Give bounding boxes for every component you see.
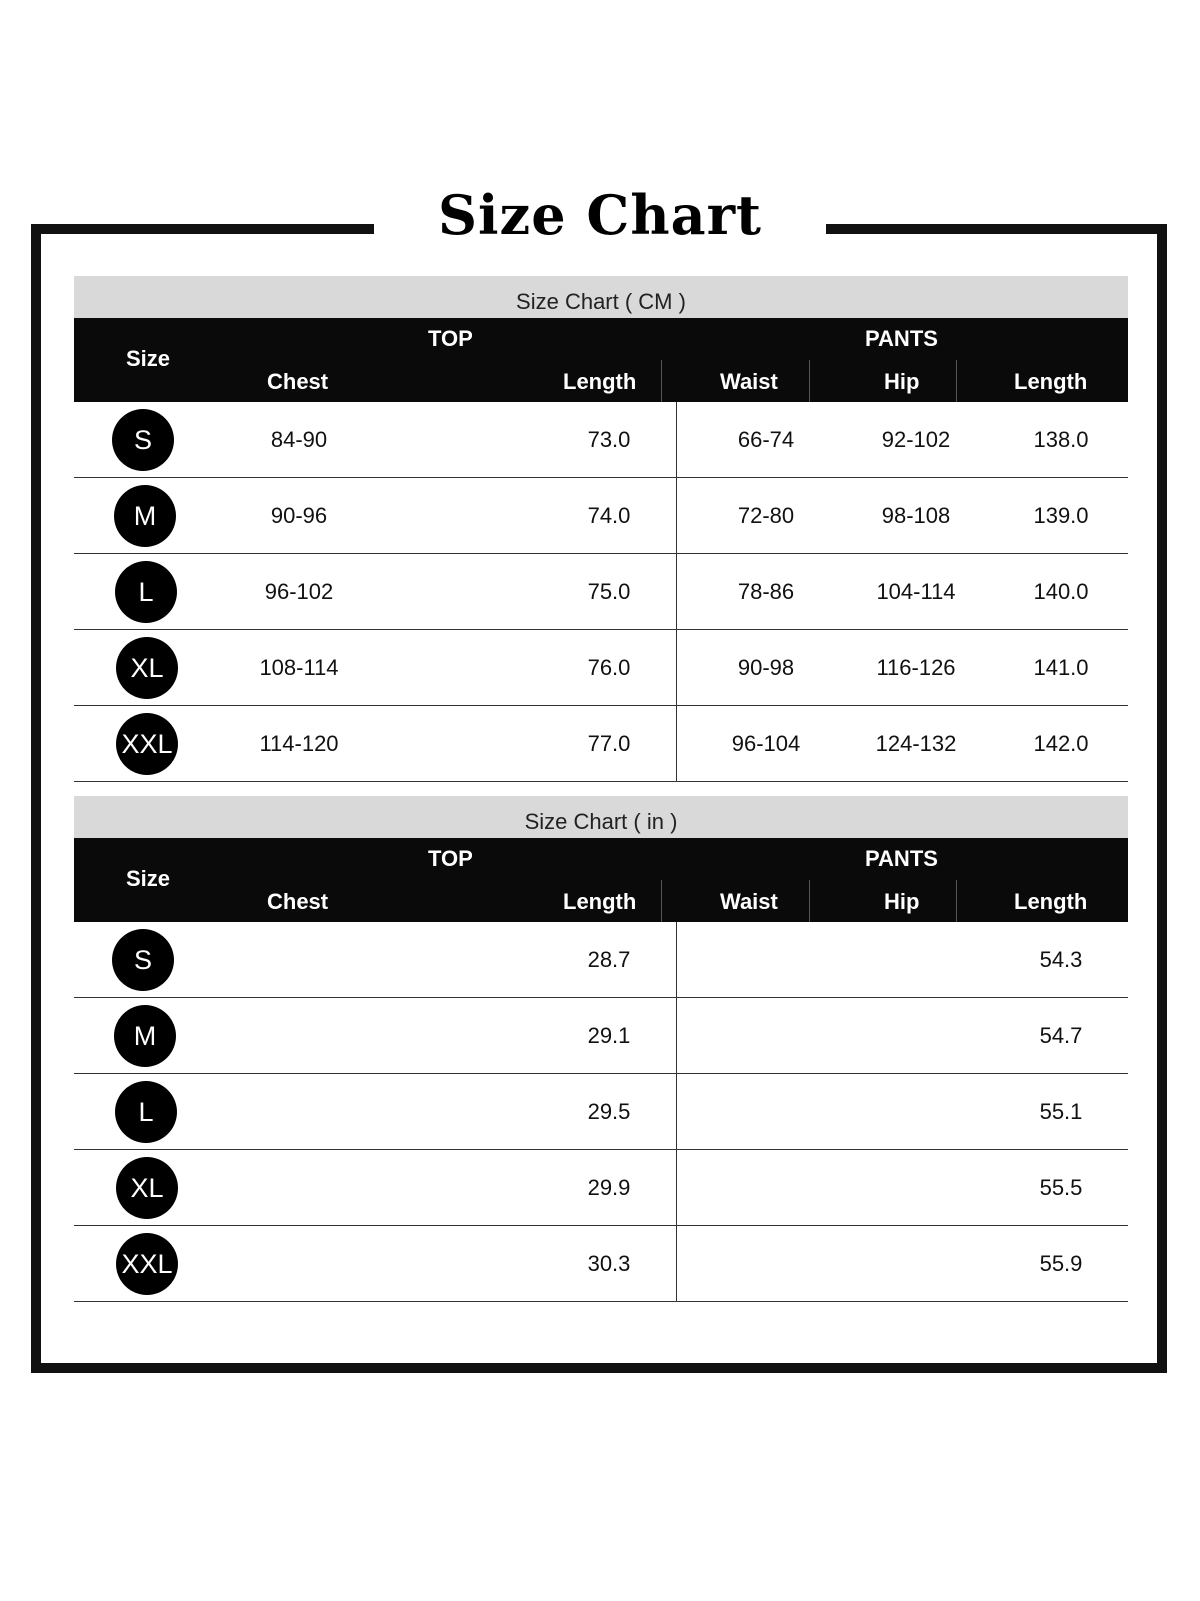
table-row — [74, 630, 1128, 706]
cell-length: 29.1 — [587, 1023, 631, 1048]
header-pants-length: Length — [1014, 889, 1088, 914]
header-hip: Hip — [884, 369, 920, 394]
size-table-inch — [74, 796, 1128, 1302]
header-top: TOP — [428, 846, 473, 871]
header-separator — [809, 360, 810, 402]
table-row — [74, 1074, 1128, 1150]
cell-pants-length: 55.1 — [1039, 1099, 1083, 1124]
cell-chest: 84-90 — [270, 427, 328, 452]
size-badge: L — [115, 561, 177, 623]
table-row — [74, 1226, 1128, 1302]
size-badge: XXL — [116, 713, 178, 775]
cell-length: 29.5 — [587, 1099, 631, 1124]
header-size: Size — [126, 866, 171, 891]
size-badge: XXL — [116, 1233, 178, 1295]
header-separator — [956, 880, 957, 922]
cell-pants-length: 55.9 — [1039, 1251, 1083, 1276]
cell-chest: 96-102 — [264, 579, 334, 604]
header-waist: Waist — [720, 889, 778, 914]
page-title: Size Chart — [438, 183, 762, 247]
table-row — [74, 706, 1128, 782]
table-row — [74, 998, 1128, 1074]
header-top-length: Length — [563, 369, 637, 394]
header-pants-length: Length — [1014, 369, 1088, 394]
header-separator — [661, 360, 662, 402]
cell-length: 28.7 — [587, 947, 631, 972]
header-pants: PANTS — [865, 326, 938, 351]
cell-hip: 98-108 — [881, 503, 951, 528]
cell-waist: 78-86 — [737, 579, 795, 604]
header-top: TOP — [428, 326, 473, 351]
table-row — [74, 554, 1128, 630]
cell-pants-length: 138.0 — [1033, 427, 1089, 452]
cell-pants-length: 55.5 — [1039, 1175, 1083, 1200]
table-caption: Size Chart ( CM ) — [74, 276, 1128, 318]
header-separator — [809, 880, 810, 922]
cell-waist: 96-104 — [731, 731, 801, 756]
cell-hip: 104-114 — [876, 579, 956, 604]
table-row — [74, 922, 1128, 998]
size-badge: S — [112, 409, 174, 471]
header-size: Size — [126, 346, 171, 371]
header-hip: Hip — [884, 889, 920, 914]
cell-pants-length: 139.0 — [1033, 503, 1089, 528]
header-chest: Chest — [267, 369, 329, 394]
cell-length: 30.3 — [587, 1251, 631, 1276]
table-header — [74, 838, 1128, 922]
cell-length: 77.0 — [587, 731, 631, 756]
size-badge: M — [114, 485, 176, 547]
header-pants: PANTS — [865, 846, 938, 871]
header-chest: Chest — [267, 889, 329, 914]
table-row — [74, 478, 1128, 554]
table-row — [74, 402, 1128, 478]
table-row — [74, 1150, 1128, 1226]
cell-pants-length: 141.0 — [1033, 655, 1089, 680]
header-waist: Waist — [720, 369, 778, 394]
size-badge: L — [115, 1081, 177, 1143]
size-badge: S — [112, 929, 174, 991]
size-badge: XL — [116, 1157, 178, 1219]
cell-chest: 114-120 — [259, 731, 339, 756]
cell-hip: 124-132 — [875, 731, 957, 756]
cell-hip: 116-126 — [876, 655, 956, 680]
cell-chest: 90-96 — [270, 503, 328, 528]
cell-length: 74.0 — [587, 503, 631, 528]
header-separator — [661, 880, 662, 922]
header-separator — [956, 360, 957, 402]
table-header — [74, 318, 1128, 402]
cell-waist: 66-74 — [737, 427, 795, 452]
table-caption: Size Chart ( in ) — [74, 796, 1128, 838]
cell-length: 29.9 — [587, 1175, 631, 1200]
cell-hip: 92-102 — [881, 427, 951, 452]
cell-length: 75.0 — [587, 579, 631, 604]
cell-chest: 108-114 — [259, 655, 339, 680]
cell-length: 73.0 — [587, 427, 631, 452]
size-badge: XL — [116, 637, 178, 699]
cell-pants-length: 54.3 — [1039, 947, 1083, 972]
cell-waist: 72-80 — [737, 503, 795, 528]
header-top-length: Length — [563, 889, 637, 914]
cell-waist: 90-98 — [737, 655, 795, 680]
cell-pants-length: 54.7 — [1039, 1023, 1083, 1048]
size-badge: M — [114, 1005, 176, 1067]
cell-pants-length: 142.0 — [1033, 731, 1089, 756]
cell-length: 76.0 — [587, 655, 631, 680]
size-table-cm — [74, 276, 1128, 782]
cell-pants-length: 140.0 — [1033, 579, 1089, 604]
